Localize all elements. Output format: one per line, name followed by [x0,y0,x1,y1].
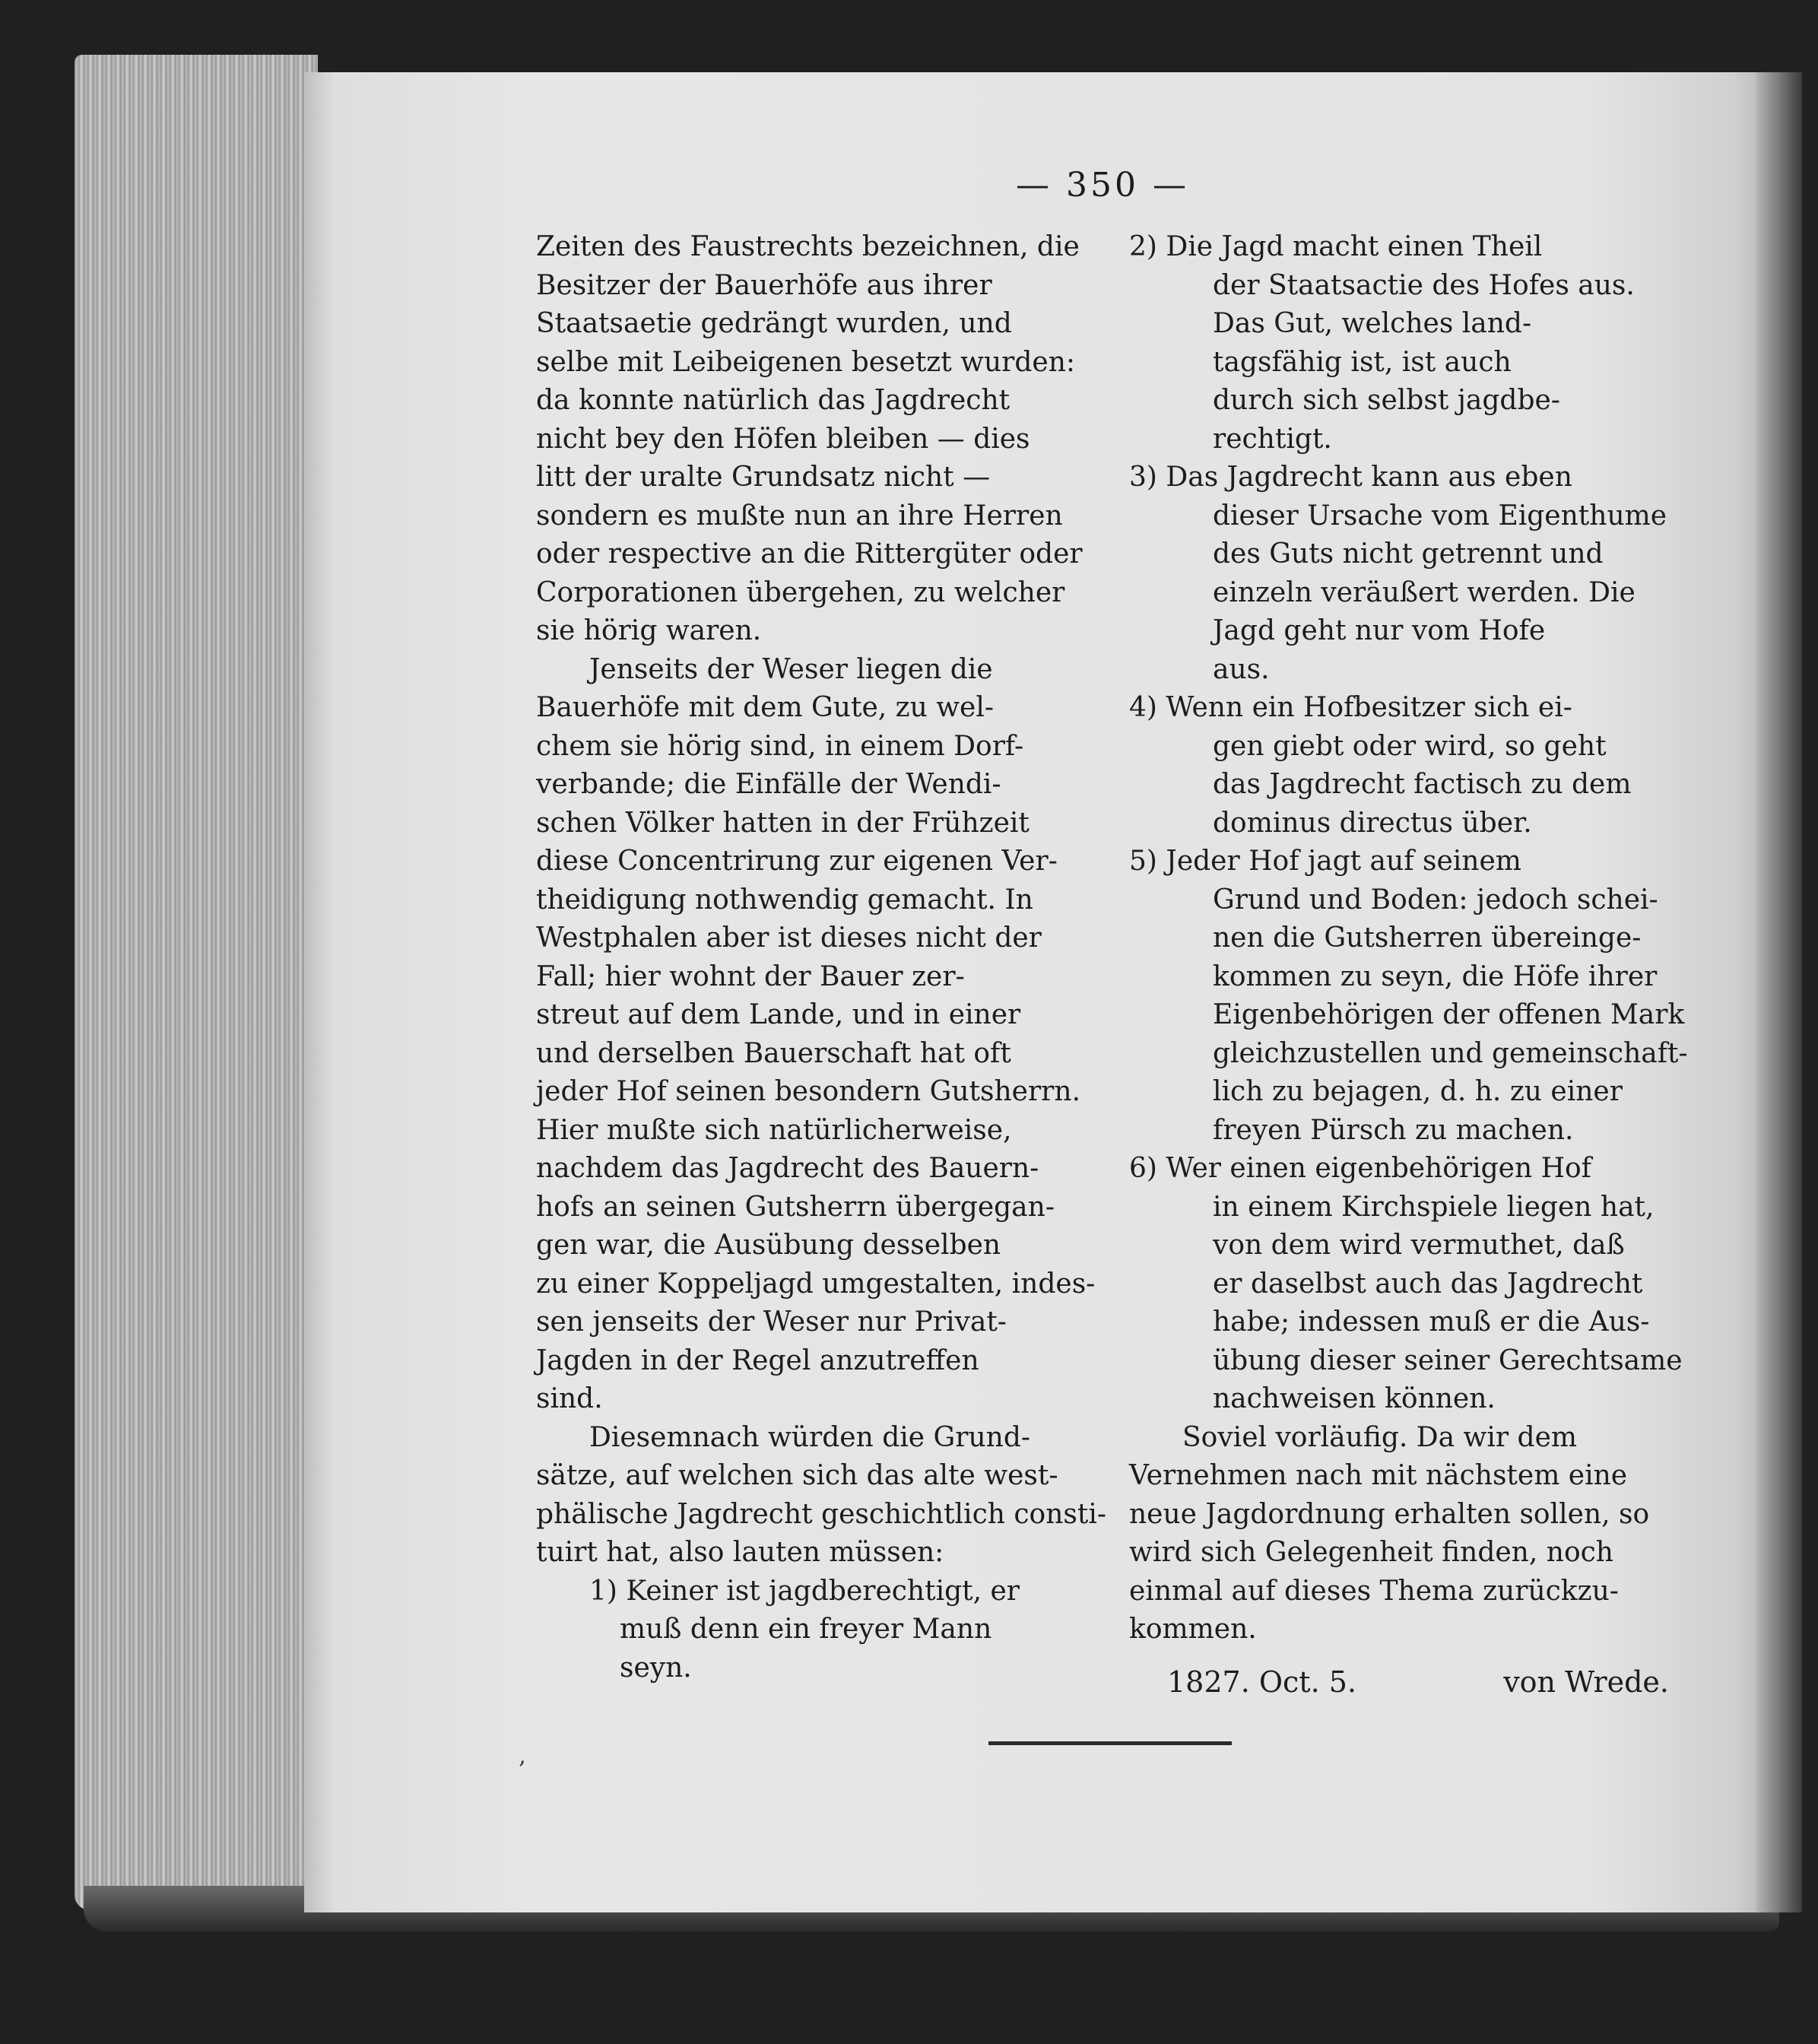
left-column-line: jeder Hof seinen besondern Gutsherrn. [536,1076,1081,1107]
left-column-line: oder respective an die Rittergüter oder [536,538,1083,570]
left-column-line: chem sie hörig sind, in einem Dorf- [536,730,1024,762]
right-column-line: habe; indessen muß er die Aus- [1213,1306,1650,1338]
right-column-line: einzeln veräußert werden. Die [1213,576,1636,608]
left-column-line: hofs an seinen Gutsherrn übergegan- [536,1191,1055,1223]
right-column-line: 3) Das Jagdrecht kann aus eben [1129,462,1572,493]
right-column-line: freyen Pürsch zu machen. [1213,1114,1574,1146]
left-column-line: seyn. [620,1652,692,1684]
stray-mark: ‚ [519,1743,526,1769]
right-column-line: das Jagdrecht factisch zu dem [1213,769,1632,800]
right-column-line: übung dieser seiner Gerechtsame [1213,1344,1683,1376]
left-column-line: sie hörig waren. [536,615,762,646]
right-column-line: rechtigt. [1213,423,1332,455]
left-column-line: Zeiten des Faustrechts bezeichnen, die [536,231,1080,262]
left-column-line: nachdem das Jagdrecht des Bauern- [536,1153,1039,1184]
signature-line [1167,1665,1669,1699]
right-column-line: wird sich Gelegenheit finden, noch [1129,1537,1613,1568]
right-column-line: gen giebt oder wird, so geht [1213,730,1607,762]
left-column-line: phälische Jagdrecht geschichtlich consti- [536,1498,1107,1530]
left-column-line: tuirt hat, also lauten müssen: [536,1537,944,1568]
right-column-line: Grund und Boden: jedoch schei- [1213,884,1658,916]
page-stack-edge [75,55,318,1910]
left-column-line: sätze, auf welchen sich das alte west- [536,1460,1058,1491]
right-column-line: Vernehmen nach mit nächstem eine [1129,1460,1628,1491]
left-column-line: nicht bey den Höfen bleiben — dies [536,423,1030,455]
closing-rule [988,1741,1232,1745]
right-column-line: aus. [1213,653,1270,685]
right-column-line: der Staatsactie des Hofes aus. [1213,269,1635,301]
right-column-line: nen die Gutsherren übereinge- [1213,922,1642,954]
left-column-line: Fall; hier wohnt der Bauer zer- [536,960,965,992]
right-column-line: kommen zu seyn, die Höfe ihrer [1213,960,1658,992]
left-column-line: gen war, die Ausübung desselben [536,1230,1001,1261]
left-column-line: 1) Keiner ist jagdberechtigt, er [589,1575,1020,1607]
right-column-line: von dem wird vermuthet, daß [1213,1230,1625,1261]
right-column-line: Jagd geht nur vom Hofe [1213,615,1546,646]
left-column-line: diese Concentrirung zur eigenen Ver- [536,846,1058,877]
right-column-line: in einem Kirchspiele liegen hat, [1213,1191,1655,1223]
left-column-line: Jagden in der Regel anzutreffen [536,1344,979,1376]
right-column-line: einmal auf dieses Thema zurückzu- [1129,1575,1619,1607]
left-column-line: verbande; die Einfälle der Wendi- [536,769,1001,800]
left-column-line: selbe mit Leibeigenen besetzt wurden: [536,346,1076,378]
left-column-line: Diesemnach würden die Grund- [589,1421,1031,1453]
left-column-line: theidigung nothwendig gemacht. In [536,884,1033,916]
left-column-line: und derselben Bauerschaft hat oft [536,1037,1011,1069]
left-column-line: Jenseits der Weser liegen die [589,653,993,685]
left-column-line: Hier mußte sich natürlicherweise, [536,1114,1012,1146]
left-column-line: Corporationen übergehen, zu welcher [536,576,1065,608]
right-column-line: 2) Die Jagd macht einen Theil [1129,231,1543,262]
right-column-line: er daselbst auch das Jagdrecht [1213,1268,1643,1300]
left-column-line: Westphalen aber ist dieses nicht der [536,922,1042,954]
left-column-line: sondern es mußte nun an ihre Herren [536,500,1063,532]
right-column-line: des Guts nicht getrennt und [1213,538,1604,570]
gutter-shadow [1756,72,1802,1912]
right-column-line: Soviel vorläufig. Da wir dem [1182,1421,1578,1453]
left-column-line: muß denn ein freyer Mann [620,1614,992,1645]
left-column-line: schen Völker hatten in der Frühzeit [536,807,1030,839]
right-column-line: Eigenbehörigen der offenen Mark [1213,999,1685,1030]
right-column-line: dieser Ursache vom Eigenthume [1213,500,1667,532]
right-column-line: nachweisen können. [1213,1383,1496,1414]
left-column-line: da konnte natürlich das Jagdrecht [536,385,1011,416]
left-column-line: sen jenseits der Weser nur Privat- [536,1306,1007,1338]
right-column-line: lich zu bejagen, d. h. zu einer [1213,1076,1623,1107]
right-column-line: Das Gut, welches land- [1213,308,1532,339]
left-column-line: streut auf dem Lande, und in einer [536,999,1021,1030]
left-text-column [536,228,1107,1687]
right-text-column [1129,228,1688,1649]
right-column-line: gleichzustellen und gemeinschaft- [1213,1037,1688,1069]
left-column-line: zu einer Koppeljagd umgestalten, indes- [536,1268,1096,1300]
signature-date: 1827. Oct. 5. [1167,1665,1356,1699]
right-column-line: dominus directus über. [1213,807,1532,839]
right-column-line: neue Jagdordnung erhalten sollen, so [1129,1498,1650,1530]
right-column-line: 6) Wer einen eigenbehörigen Hof [1129,1153,1592,1184]
left-column-line: litt der uralte Grundsatz nicht — [536,462,991,493]
right-column-line: 4) Wenn ein Hofbesitzer sich ei- [1129,692,1572,723]
left-column-line: Staatsaetie gedrängt wurden, und [536,308,1012,339]
right-column-line: tagsfähig ist, ist auch [1213,346,1512,378]
left-column-line: Bauerhöfe mit dem Gute, zu wel- [536,692,995,723]
right-column-line: kommen. [1129,1614,1257,1645]
left-column-line: sind. [536,1383,603,1414]
left-column-line: Besitzer der Bauerhöfe aus ihrer [536,269,992,301]
page-number: — 350 — [1016,166,1189,205]
signature-author: von Wrede. [1503,1665,1669,1699]
right-column-line: 5) Jeder Hof jagt auf seinem [1129,846,1521,877]
right-column-line: durch sich selbst jagdbe- [1213,385,1560,416]
